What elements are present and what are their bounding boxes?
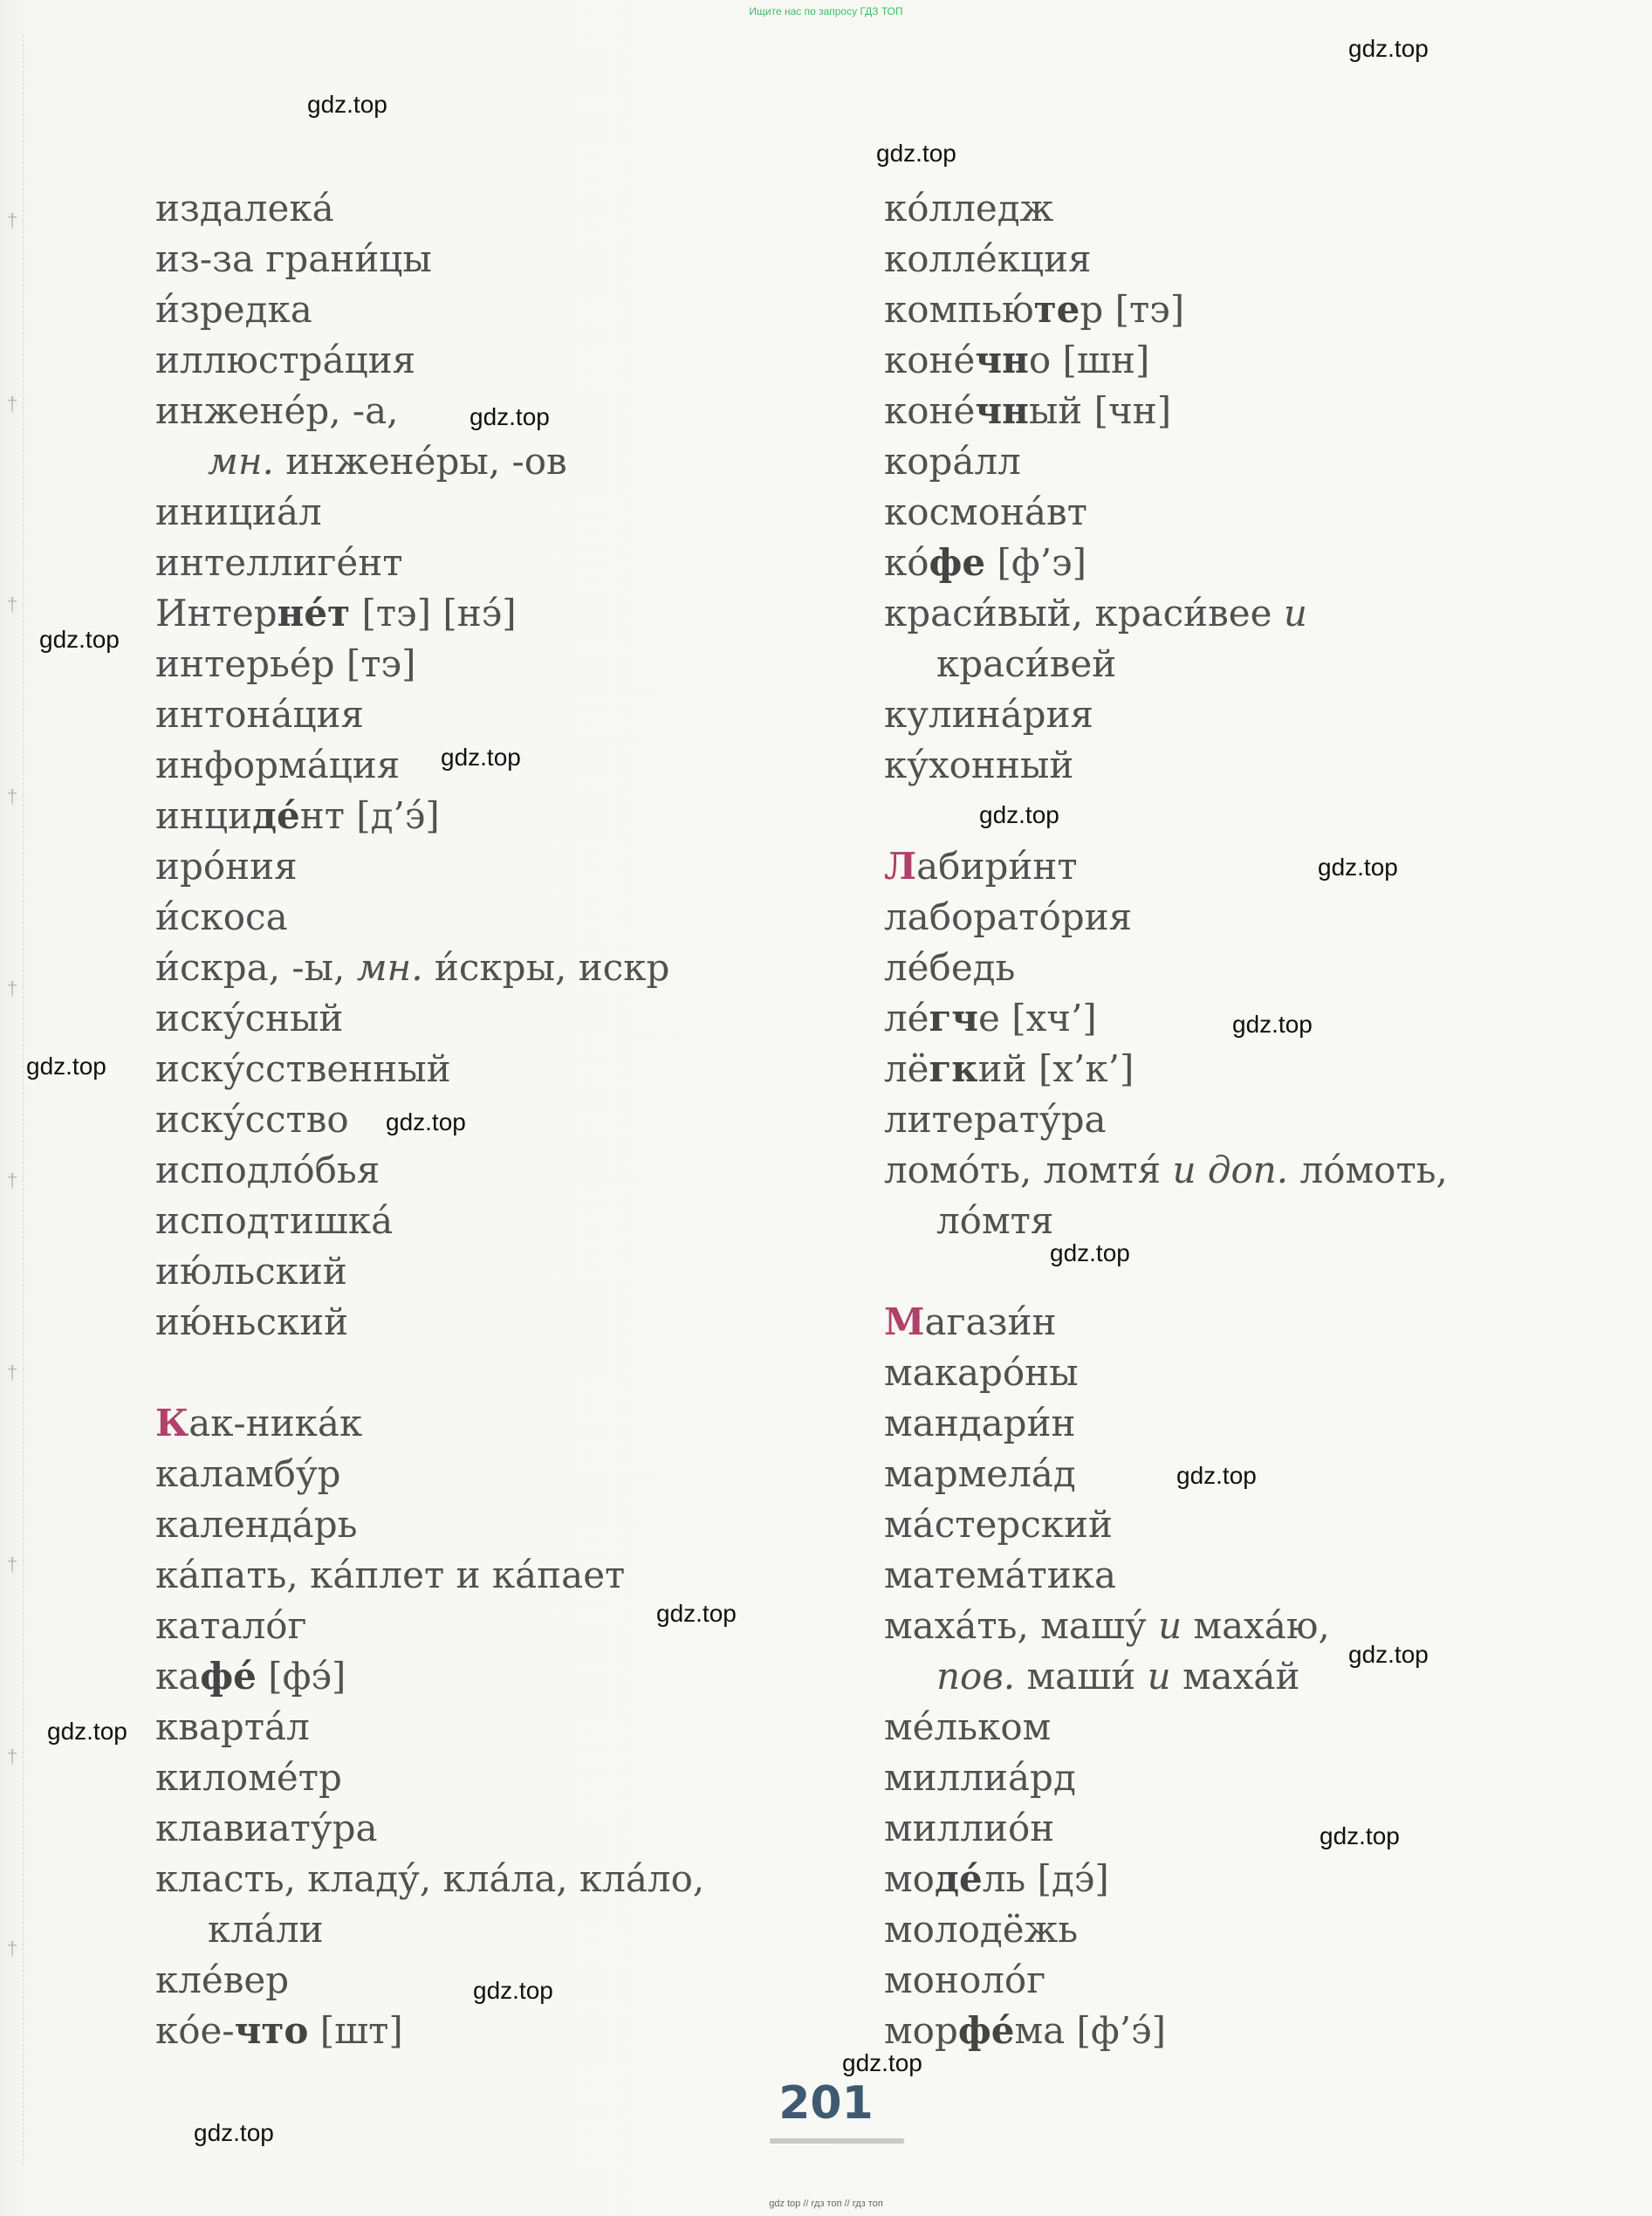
entry-text: инициа́л [155, 491, 322, 533]
dictionary-entry [884, 1499, 1448, 1550]
watermark: gdz.top [441, 744, 521, 771]
entry-grammar-note: пов. [936, 1655, 1016, 1698]
binding-mark: † [7, 393, 18, 415]
section-gap [884, 1246, 1448, 1297]
entry-text: иску́сственный [155, 1047, 451, 1090]
watermark: gdz.top [1348, 1641, 1429, 1668]
watermark: gdz.top [470, 403, 550, 430]
watermark: gdz.top [979, 801, 1059, 828]
entry-text: литерату́ра [884, 1098, 1107, 1141]
entry-text: издалека́ [155, 187, 334, 230]
entry-emphasis: де́ [934, 1857, 983, 1900]
entry-text: ме́льком [884, 1705, 1052, 1748]
dictionary-entry [155, 892, 704, 943]
entry-text: иро́ния [155, 845, 298, 888]
dictionary-entry [884, 1904, 1448, 1955]
entry-emphasis: фе́ [957, 2009, 1015, 2052]
dictionary-entry [884, 183, 1448, 234]
entry-text: мо [884, 1857, 935, 1900]
entry-text: интеллиге́нт [155, 541, 403, 584]
entry-text: и́скоса [155, 895, 288, 938]
entry-text: из-за грани́цы [155, 237, 432, 280]
watermark: gdz.top [876, 140, 956, 167]
dictionary-entry [155, 1904, 704, 1955]
watermark: gdz.top [26, 1053, 106, 1080]
binding-mark: † [7, 209, 18, 231]
dictionary-entry [884, 487, 1448, 538]
entry-text: ко́лледж [884, 187, 1054, 230]
entry-text: каламбу́р [155, 1452, 341, 1495]
entry-text: и́скра, -ы, [155, 946, 357, 989]
entry-text: [шт] [308, 2009, 403, 2052]
dictionary-entry [884, 1854, 1448, 1904]
dictionary-entry [884, 892, 1448, 943]
entry-text: класть, кладу́, кла́ла, кла́ло, [155, 1857, 705, 1900]
entry-text: ка [155, 1655, 201, 1698]
watermark: gdz.top [842, 2049, 922, 2076]
entry-text: краси́вей [936, 642, 1117, 685]
entry-text: катало́г [155, 1604, 307, 1647]
watermark: gdz.top [194, 2119, 274, 2146]
dictionary-entry [884, 234, 1448, 285]
entry-text: [ф’э] [985, 541, 1087, 584]
dictionary-entry [155, 386, 704, 436]
dictionary-entry [884, 740, 1448, 791]
entry-text: ию́льский [155, 1250, 347, 1293]
entry-text: ло́мтя [936, 1199, 1054, 1242]
dictionary-entry [155, 740, 704, 791]
dictionary-entry [155, 1044, 704, 1094]
section-gap [884, 791, 1448, 841]
entry-text: Интер [155, 592, 278, 635]
dictionary-entry [884, 689, 1448, 740]
dictionary-entry [155, 183, 704, 234]
entry-text: компью́ [884, 288, 1034, 331]
entry-emphasis: фе [929, 541, 986, 584]
entry-text: ак-ника́к [189, 1402, 363, 1444]
dictionary-entry [884, 588, 1448, 639]
dictionary-right-column [884, 183, 1448, 2056]
section-gap [155, 1348, 704, 1398]
dictionary-entry [884, 993, 1448, 1044]
dictionary-entry [884, 1449, 1448, 1499]
dictionary-entry [884, 1398, 1448, 1449]
entry-text: клавиату́ра [155, 1807, 378, 1849]
watermark: gdz.top [386, 1108, 466, 1135]
entry-emphasis: гч [929, 997, 979, 1039]
entry-emphasis: гк [929, 1047, 978, 1090]
entry-text: маха́й [1170, 1655, 1300, 1698]
entry-text: иску́сный [155, 997, 344, 1039]
entry-text: ма [ф’э́] [1014, 2009, 1167, 2052]
dictionary-entry [155, 436, 704, 487]
watermark: gdz.top [1318, 854, 1398, 881]
entry-text: ма́стерский [884, 1503, 1113, 1546]
entry-text: ле́бедь [884, 946, 1016, 989]
entry-text: кле́вер [155, 1959, 290, 2001]
dictionary-entry [155, 1651, 704, 1702]
dictionary-entry [884, 335, 1448, 386]
watermark: gdz.top [1050, 1239, 1130, 1266]
binding-mark: † [7, 1362, 18, 1383]
dictionary-entry [155, 1854, 704, 1904]
dictionary-entry [884, 1044, 1448, 1094]
entry-text: исподло́бья [155, 1149, 380, 1191]
entry-text: иллюстра́ция [155, 339, 416, 381]
entry-text: краси́вый, краси́вее [884, 592, 1284, 635]
binding-mark: † [7, 978, 18, 999]
dictionary-entry [155, 2006, 704, 2056]
watermark: gdz.top [47, 1718, 127, 1745]
dictionary-entry [884, 1955, 1448, 2006]
entry-text: кулина́рия [884, 693, 1094, 736]
watermark: gdz.top [1176, 1462, 1257, 1489]
dictionary-entry [155, 1246, 704, 1297]
binding-mark: † [7, 1170, 18, 1191]
dictionary-entry [884, 1297, 1448, 1348]
dictionary-entry [155, 1196, 704, 1246]
entry-text: иску́сство [155, 1098, 349, 1141]
entry-text: миллио́н [884, 1807, 1055, 1849]
entry-text: ко́ [884, 541, 929, 584]
entry-text: мандари́н [884, 1402, 1076, 1444]
dictionary-entry [884, 538, 1448, 588]
dictionary-entry [884, 436, 1448, 487]
dictionary-entry [884, 639, 1448, 689]
dictionary-entry [155, 993, 704, 1044]
dictionary-entry [884, 386, 1448, 436]
dictionary-entry [155, 689, 704, 740]
entry-emphasis: чн [975, 389, 1029, 432]
entry-grammar-note: мн. [208, 440, 274, 483]
entry-text: маха́ю, [1182, 1604, 1330, 1647]
entry-text: ый [чн] [1028, 389, 1172, 432]
dictionary-entry [155, 791, 704, 841]
entry-text: маха́ть, машу́ [884, 1604, 1159, 1647]
entry-grammar-note: и [1158, 1604, 1182, 1647]
entry-text: ле́ [884, 997, 929, 1039]
watermark: gdz.top [1348, 35, 1429, 62]
entry-emphasis: де́ [252, 794, 300, 837]
entry-text: маши́ [1015, 1655, 1148, 1698]
entry-text: ло́моть, [1288, 1149, 1448, 1191]
entry-text: [фэ́] [256, 1655, 346, 1698]
entry-text: лё [884, 1047, 929, 1090]
entry-text: [тэ] [нэ́] [350, 592, 517, 635]
dictionary-entry [155, 1297, 704, 1348]
entry-text: кла́ли [208, 1908, 324, 1951]
entry-grammar-note: и [1283, 592, 1307, 635]
binding-mark: † [7, 593, 18, 615]
entry-text: инжене́р, -а, [155, 389, 399, 432]
entry-text: коне́ [884, 389, 976, 432]
dictionary-entry [884, 1702, 1448, 1753]
dictionary-entry [884, 1348, 1448, 1398]
watermark: gdz.top [39, 626, 120, 653]
entry-text: интерье́р [тэ] [155, 642, 416, 685]
dictionary-entry [155, 1601, 704, 1651]
dictionary-entry [155, 1803, 704, 1854]
dictionary-entry [155, 1753, 704, 1803]
dictionary-entry [155, 943, 704, 993]
dictionary-entry [155, 841, 704, 892]
entry-grammar-note: мн. [356, 946, 423, 989]
entry-text: миллиа́рд [884, 1756, 1076, 1799]
dictionary-entry [155, 1955, 704, 2006]
dictionary-entry [155, 1499, 704, 1550]
dictionary-entry [155, 1145, 704, 1196]
entry-text: абири́нт [916, 845, 1078, 888]
page-number: 201 [778, 2077, 874, 2130]
dictionary-entry [884, 1196, 1448, 1246]
entry-text: мор [884, 2009, 958, 2052]
entry-text: е [хч’] [978, 997, 1097, 1039]
watermark: gdz.top [656, 1600, 737, 1627]
entry-text: киломе́тр [155, 1756, 342, 1799]
entry-emphasis: фе́ [200, 1655, 257, 1698]
entry-text: лаборато́рия [884, 895, 1133, 938]
dictionary-entry [884, 1145, 1448, 1196]
entry-text: ку́хонный [884, 744, 1074, 786]
entry-text: коне́ [884, 339, 976, 381]
dictionary-entry [155, 588, 704, 639]
entry-text: инци [155, 794, 252, 837]
entry-text: инжене́ры, -ов [273, 440, 567, 483]
section-initial-letter: К [155, 1402, 189, 1444]
dictionary-entry [155, 1702, 704, 1753]
page-number-underline [770, 2138, 904, 2144]
entry-text: кора́лл [884, 440, 1021, 483]
entry-text: ль [дэ́] [982, 1857, 1109, 1900]
dictionary-entry [155, 335, 704, 386]
entry-text: ломо́ть, ломтя́ [884, 1149, 1173, 1191]
binding-edge [0, 35, 24, 2165]
entry-text: мармела́д [884, 1452, 1076, 1495]
dictionary-entry [884, 1753, 1448, 1803]
binding-mark: † [7, 786, 18, 807]
dictionary-entry [884, 1094, 1448, 1145]
entry-text: исподтишка́ [155, 1199, 394, 1242]
watermark: gdz.top [307, 91, 387, 118]
dictionary-entry [155, 639, 704, 689]
dictionary-entry [155, 1449, 704, 1499]
entry-grammar-note: и доп. [1172, 1149, 1289, 1191]
dictionary-entry [884, 943, 1448, 993]
dictionary-entry [155, 487, 704, 538]
footer-note: gdz top // гдз топ // гдз топ [769, 2199, 883, 2209]
section-initial-letter: Л [884, 845, 917, 888]
dictionary-entry [884, 1550, 1448, 1601]
binding-mark: † [7, 1746, 18, 1767]
entry-text: матема́тика [884, 1554, 1117, 1596]
dictionary-entry [155, 285, 704, 335]
entry-emphasis: не́т [277, 592, 351, 635]
dictionary-entry [155, 1550, 704, 1601]
entry-text: нт [д’э́] [299, 794, 440, 837]
binding-mark: † [7, 1938, 18, 1959]
header-note: Ищите нас по запросу ГДЗ ТОП [749, 5, 903, 17]
entry-text: интона́ция [155, 693, 365, 736]
dictionary-entry [884, 2006, 1448, 2056]
binding-mark: † [7, 1554, 18, 1575]
dictionary-entry [155, 538, 704, 588]
entry-text: моноло́г [884, 1959, 1046, 2001]
entry-text: ий [х’к’] [977, 1047, 1134, 1090]
entry-emphasis: что [234, 2009, 309, 2052]
entry-text: р [тэ] [1080, 288, 1185, 331]
entry-emphasis: те [1033, 288, 1080, 331]
watermark: gdz.top [1232, 1011, 1313, 1038]
entry-text: и́скры, искр [422, 946, 670, 989]
entry-text: информа́ция [155, 744, 401, 786]
dictionary-entry [155, 1398, 704, 1449]
dictionary-entry [155, 234, 704, 285]
entry-text: ию́ньский [155, 1300, 349, 1343]
watermark: gdz.top [473, 1977, 553, 2004]
watermark: gdz.top [1320, 1822, 1400, 1849]
entry-text: кварта́л [155, 1705, 310, 1748]
entry-text: ка́пать, ка́плет и ка́пает [155, 1554, 626, 1596]
entry-text: колле́кция [884, 237, 1092, 280]
entry-text: макаро́ны [884, 1351, 1079, 1394]
entry-text: агази́н [924, 1300, 1057, 1343]
entry-text: о [шн] [1028, 339, 1150, 381]
section-initial-letter: М [884, 1300, 925, 1343]
dictionary-entry [884, 285, 1448, 335]
entry-text: космона́вт [884, 491, 1087, 533]
entry-text: молодёжь [884, 1908, 1079, 1951]
entry-text: календа́рь [155, 1503, 358, 1546]
entry-text: ко́е- [155, 2009, 235, 2052]
entry-emphasis: чн [975, 339, 1029, 381]
entry-grammar-note: и [1147, 1655, 1171, 1698]
entry-text: и́зредка [155, 288, 312, 331]
